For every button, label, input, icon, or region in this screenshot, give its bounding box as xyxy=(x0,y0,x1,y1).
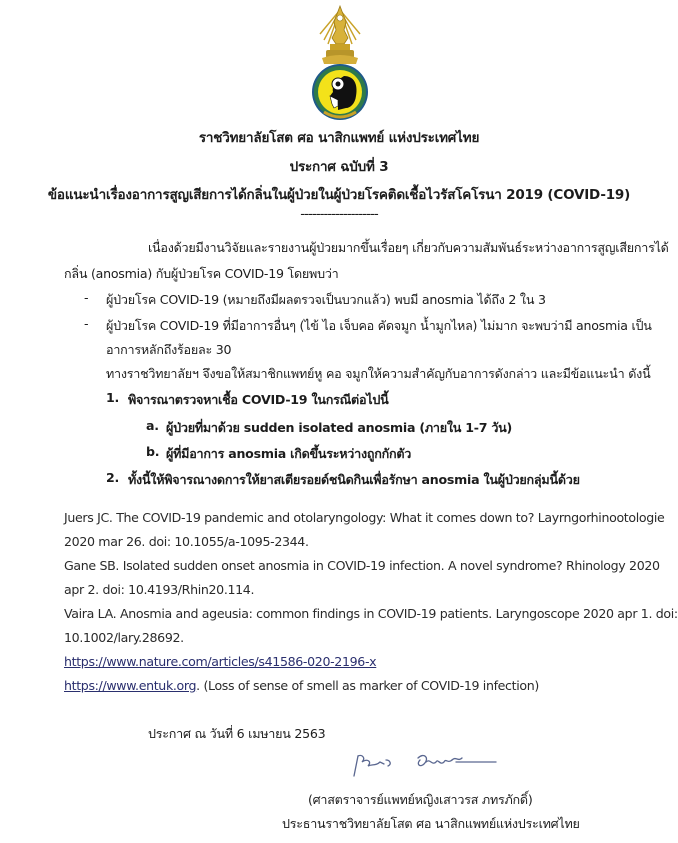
recommendation-2-text: ทั้งนี้ให้พิจารณางดการให้ยาสเตียรอยด์ชนิดกินเพื่อรักษา anosmia ในผู้ป่วยกลุ่มนี้ด้วย xyxy=(128,472,580,487)
signatory-title: ประธานราชวิทยาลัยโสต ศอ นาสิกแพทย์แห่งประเทศไทย xyxy=(282,816,580,831)
recommendation-1b-text: ผู้ที่มีอาการ anosmia เกิดขึ้นระหว่างถูกกักตัว xyxy=(166,446,412,461)
college-emblem-logo xyxy=(308,4,372,122)
reference-1-line2: 2020 mar 26. doi: 10.1055/a-1095-2344. xyxy=(64,534,309,549)
reference-1-line1: Juers JC. The COVID-19 pandemic and otolaryngology: What it comes down to? Layrngorhinootologie xyxy=(64,510,665,525)
reference-3-line2: 10.1002/lary.28692. xyxy=(64,630,184,645)
recommendation-intro: ทางราชวิทยาลัยฯ จึงขอให้สมาชิกแพทย์หู คอ จมูกให้ความสำคัญกับอาการดังกล่าว และมีข้อแนะนำ ดังนี้ xyxy=(106,366,651,381)
announcement-number: ประกาศ ฉบับที่ 3 xyxy=(289,159,389,175)
recommendation-1a-text: ผู้ป่วยที่มาด้วย sudden isolated anosmia (ภายใน 1-7 วัน) xyxy=(166,420,513,435)
announcement-date: ประกาศ ณ วันที่ 6 เมษายน 2563 xyxy=(148,726,326,741)
document-title: ข้อแนะนำเรื่องอาการสูญเสียการได้กลิ่นในผู้ป่วยในผู้ป่วยโรคติดเชื้อไวรัสโคโรนา 2019 (COVID-19) xyxy=(47,187,631,203)
reference-2-line2: apr 2. doi: 10.4193/Rhin20.114. xyxy=(64,582,255,597)
recommendation-1a-letter: a. xyxy=(146,418,159,433)
bullet-marker: - xyxy=(84,316,89,331)
entuk-link-description: . (Loss of sense of smell as marker of COVID-19 infection) xyxy=(196,678,539,693)
emblem-icon xyxy=(308,4,372,122)
signature-icon xyxy=(346,748,506,784)
intro-paragraph-line1: เนื่องด้วยมีงานวิจัยและรายงานผู้ป่วยมากขึ้นเรื่อยๆ เกี่ยวกับความสัมพันธ์ระหว่างอาการสูญเสียการได้ xyxy=(148,240,669,255)
bullet-marker: - xyxy=(84,290,89,305)
header-divider: -------------------- xyxy=(300,206,378,222)
intro-paragraph-line2: กลิ่น (anosmia) กับผู้ป่วยโรค COVID-19 โดยพบว่า xyxy=(64,266,339,281)
reference-link-row xyxy=(64,654,376,669)
reference-2-line1: Gane SB. Isolated sudden onset anosmia in COVID-19 infection. A novel syndrome? Rhinology 2020 xyxy=(64,558,660,573)
bullet-item-1: ผู้ป่วยโรค COVID-19 (หมายถึงมีผลตรวจเป็นบวกแล้ว) พบมี anosmia ได้ถึง 2 ใน 3 xyxy=(106,292,546,307)
nature-article-link[interactable]: https://www.nature.com/articles/s41586-020-2196-x xyxy=(64,654,377,669)
recommendation-2-number: 2. xyxy=(106,470,120,485)
recommendation-1b-letter: b. xyxy=(146,444,160,459)
bullet-item-2-line1: ผู้ป่วยโรค COVID-19 ที่มีอาการอื่นๆ (ไข้ ไอ เจ็บคอ คัดจมูก น้ำมูกไหล) ไม่มาก จะพบว่ามี anosmia เป็น xyxy=(106,318,652,333)
reference-3-line1: Vaira LA. Anosmia and ageusia: common findings in COVID-19 patients. Laryngoscope 2020 apr 1. doi: xyxy=(64,606,678,621)
bullet-item-2-line2: อาการหลักถึงร้อยละ 30 xyxy=(106,342,232,357)
signatory-name: (ศาสตราจารย์แพทย์หญิงเสาวรส ภทรภักดิ์) xyxy=(308,792,533,807)
recommendation-1-text: พิจารณาตรวจหาเชื้อ COVID-19 ในกรณีต่อไปนี้ xyxy=(128,392,389,407)
recommendation-1-number: 1. xyxy=(106,390,120,405)
signature xyxy=(346,748,506,784)
entuk-link[interactable]: https://www.entuk.org xyxy=(64,678,197,693)
organization-name: ราชวิทยาลัยโสต ศอ นาสิกแพทย์ แห่งประเทศไทย xyxy=(198,130,480,146)
reference-link-row xyxy=(64,678,539,693)
